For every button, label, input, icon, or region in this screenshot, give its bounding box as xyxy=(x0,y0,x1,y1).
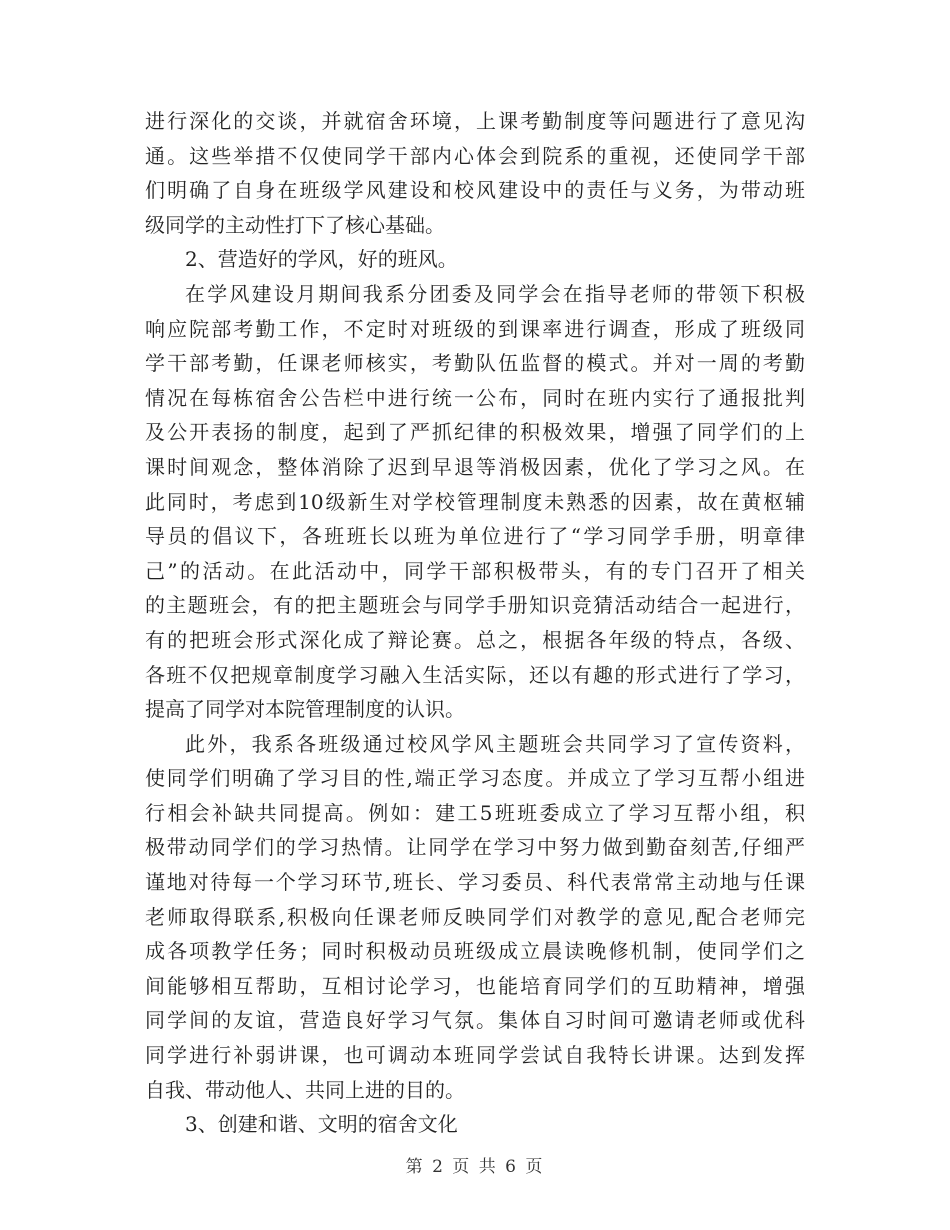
text-line: 同学进行补弱讲课，也可调动本班同学尝试自我特长讲课。达到发挥 xyxy=(145,1043,805,1068)
text-line: 己”的活动。在此活动中，同学干部积极带头，有的专门召开了相关 xyxy=(145,558,805,583)
text-line: 间能够相互帮助，互相讨论学习，也能培育同学们的互助精神，增强 xyxy=(145,973,805,998)
text-line: 使同学们明确了学习目的性,端正学习态度。并成立了学习互帮小组进 xyxy=(145,766,805,791)
text-line: 及公开表扬的制度，起到了严抓纪律的积极效果，增强了同学们的上 xyxy=(145,420,805,445)
text-line: 自我、带动他人、共同上进的目的。 xyxy=(145,1077,465,1102)
text-line: 学干部考勤，任课老师核实，考勤队伍监督的模式。并对一周的考勤 xyxy=(145,351,805,376)
text-line: 情况在每栋宿舍公告栏中进行统一公布，同时在班内实行了通报批判 xyxy=(145,385,805,410)
text-line: 此同时，考虑到10级新生对学校管理制度未熟悉的因素，故在黄枢辅 xyxy=(145,489,805,514)
paragraph xyxy=(145,277,805,727)
paragraph xyxy=(145,104,805,242)
text-line: 极带动同学们的学习热情。让同学在学习中努力做到勤奋刻苦,仔细严 xyxy=(145,835,805,860)
text-line: 谨地对待每一个学习环节,班长、学习委员、科代表常常主动地与任课 xyxy=(145,870,805,895)
paragraph xyxy=(145,727,805,1108)
text-line: 成各项教学任务；同时积极动员班级成立晨读晚修机制，使同学们之 xyxy=(145,939,805,964)
text-line: 级同学的主动性打下了核心基础。 xyxy=(145,212,445,237)
text-line: 有的把班会形式深化成了辩论赛。总之，根据各年级的特点，各级、 xyxy=(145,627,805,652)
text-line: 同学间的友谊，营造良好学习气氛。集体自习时间可邀请老师或优科 xyxy=(145,1008,805,1033)
text-line: 老师取得联系,积极向任课老师反映同学们对教学的意见,配合老师完 xyxy=(145,904,805,929)
section-heading xyxy=(145,242,805,277)
text-line: 行相会补缺共同提高。例如：建工5班班委成立了学习互帮小组，积 xyxy=(145,800,805,825)
text-line: 导员的倡议下，各班班长以班为单位进行了“学习同学手册，明章律 xyxy=(145,524,805,549)
text-line: 通。这些举措不仅使同学干部内心体会到院系的重视，还使同学干部 xyxy=(145,143,805,168)
section-heading xyxy=(145,1107,805,1142)
text-line: 进行深化的交谈，并就宿舍环境，上课考勤制度等问题进行了意见沟 xyxy=(145,109,805,133)
text-line: 提高了同学对本院管理制度的认识。 xyxy=(145,697,465,722)
page-number: 第 2 页 共 6 页 xyxy=(405,1157,545,1177)
text-line: 3、创建和谐、文明的宿舍文化 xyxy=(185,1112,458,1137)
text-line: 响应院部考勤工作，不定时对班级的到课率进行调查，形成了班级同 xyxy=(145,316,805,341)
text-line: 课时间观念，整体消除了迟到早退等消极因素，优化了学习之风。在 xyxy=(145,454,805,479)
text-line: 的主题班会，有的把主题班会与同学手册知识竞猜活动结合一起进行， xyxy=(145,593,805,618)
text-line: 们明确了自身在班级学风建设和校风建设中的责任与义务，为带动班 xyxy=(145,178,805,203)
text-line: 2、营造好的学风，好的班风。 xyxy=(185,247,458,272)
document-body xyxy=(145,104,805,1142)
text-line: 在学风建设月期间我系分团委及同学会在指导老师的带领下积极 xyxy=(185,281,805,306)
text-line: 此外，我系各班级通过校风学风主题班会共同学习了宣传资料， xyxy=(185,731,805,756)
text-line: 各班不仅把规章制度学习融入生活实际，还以有趣的形式进行了学习， xyxy=(145,662,805,687)
